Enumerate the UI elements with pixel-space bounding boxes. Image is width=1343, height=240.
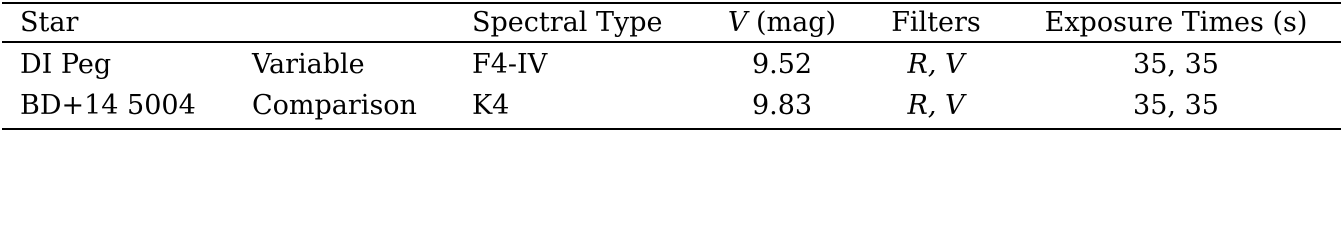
cell-role: Variable [252, 49, 365, 80]
table-header-rule [2, 41, 1341, 43]
cell-filters: R, V [907, 90, 965, 121]
cell-v-mag: 9.83 [751, 90, 813, 121]
cell-spectral-type: F4-IV [472, 49, 548, 80]
header-v-unit: (mag) [747, 7, 837, 38]
table-row [0, 86, 1343, 126]
cell-filters: R, V [907, 49, 965, 80]
cell-v-mag: 9.52 [751, 49, 813, 80]
cell-exposure-times: 35, 35 [1133, 49, 1219, 80]
cell-role: Comparison [252, 90, 417, 121]
header-exposure-times: Exposure Times (s) [1044, 7, 1308, 38]
table-header-row [0, 3, 1343, 43]
header-filters: Filters [891, 7, 981, 38]
table-bottom-rule [2, 128, 1341, 130]
header-spectral-type: Spectral Type [472, 7, 663, 38]
cell-star: BD+14 5004 [20, 90, 196, 121]
cell-spectral-type: K4 [472, 90, 510, 121]
header-v-symbol: V [727, 7, 748, 38]
header-v-mag [712, 3, 852, 43]
cell-exposure-times: 35, 35 [1133, 90, 1219, 121]
header-star: Star [20, 7, 79, 38]
table-row [0, 45, 1343, 85]
cell-star: DI Peg [20, 49, 112, 80]
